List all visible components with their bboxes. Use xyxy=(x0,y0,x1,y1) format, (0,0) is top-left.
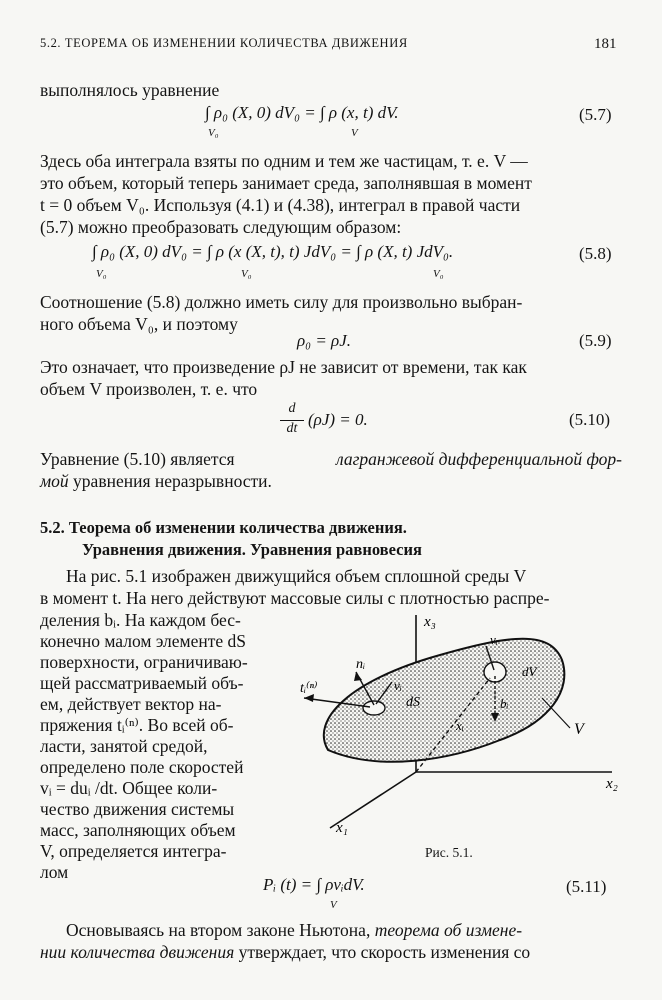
para4-text-a: Уравнение (5.10) является xyxy=(40,449,235,469)
narrow-line-9: vᵢ = duᵢ /dt. Общее коли- xyxy=(40,778,218,798)
narrow-line-10: чество движения системы xyxy=(40,799,235,819)
para1-line1: Здесь оба интеграла взяты по одним и тем же частицам, т. е. V — xyxy=(40,151,528,171)
last-line2 xyxy=(40,942,530,963)
section-title-line1: 5.2. Теорема об изменении количества движения. xyxy=(40,518,407,537)
equation-5-9: ρ₀ = ρJ. xyxy=(297,331,351,350)
label-v: V xyxy=(574,721,584,738)
label-ni: nᵢ xyxy=(356,657,366,672)
last-text-b-italic: теорема об измене- xyxy=(374,920,523,940)
last-text-c-italic: нии количества движения xyxy=(40,942,235,962)
equation-5-7: ∫ ρ₀ (X, 0) dV₀ = ∫ ρ (x, t) dV. xyxy=(205,103,399,122)
section-line1: На рис. 5.1 изображен движущийся объем сплошной среды V xyxy=(66,566,527,586)
eq-5-10-frac-numerator: d xyxy=(288,401,296,416)
para2-line2: ного объема V₀, и поэтому xyxy=(40,314,238,334)
para1-line4: (5.7) можно преобразовать следующим образом: xyxy=(40,217,402,237)
narrow-line-7: ласти, занятой средой, xyxy=(40,736,208,756)
figure-5-1 xyxy=(290,610,635,845)
equation-5-8: ∫ ρ₀ (X, 0) dV₀ = ∫ ρ (x (X, t), t) JdV₀ = ∫ ρ (X, t) JdV₀. xyxy=(92,242,454,261)
eq-5-7-number: (5.7) xyxy=(579,105,612,124)
para4-text-c-italic: мой xyxy=(40,471,69,491)
label-x1: x₁ xyxy=(336,820,348,836)
para4-text-d: уравнения неразрывности. xyxy=(73,471,272,491)
eq-5-8-limit-3: V₀ xyxy=(433,268,444,280)
eq-5-8-limit-1: V₀ xyxy=(96,268,107,280)
para4-line2 xyxy=(40,471,272,492)
narrow-line-1: деления bᵢ. На каждом бес- xyxy=(40,610,241,630)
running-title: 5.2. ТЕОРЕМА ОБ ИЗМЕНЕНИИ КОЛИЧЕСТВА ДВИЖЕНИЯ xyxy=(40,36,408,50)
para4-line1 xyxy=(40,449,622,470)
surface-element-ds xyxy=(363,701,385,715)
label-ti: tᵢ⁽ⁿ⁾ xyxy=(300,681,318,696)
eq-5-8-limit-2: V₀ xyxy=(241,268,252,280)
figure-caption: Рис. 5.1. xyxy=(425,845,473,860)
eq-5-11-limit: V xyxy=(330,899,337,911)
label-bi: bᵢ xyxy=(500,696,509,711)
section-line2: в момент t. На него действуют массовые силы с плотностью распре- xyxy=(40,588,550,608)
label-x2: x₂ xyxy=(606,776,618,792)
label-ds: dS xyxy=(406,695,420,710)
narrow-line-5: ем, действует вектор на- xyxy=(40,694,222,714)
para1-line3: t = 0 объем V₀. Используя (4.1) и (4.38), интеграл в правой части xyxy=(40,195,521,215)
para4-text-b-italic: лагранжевой дифференциальной фор- xyxy=(336,449,622,469)
section-title-line2: Уравнения движения. Уравнения равновесия xyxy=(82,540,422,559)
page-number: 181 xyxy=(594,36,617,52)
label-xi: xᵢ xyxy=(456,718,464,733)
eq-5-8-number: (5.8) xyxy=(579,244,612,263)
label-vi-left: vᵢ xyxy=(394,678,402,693)
para1-line2: это объем, который теперь занимает среда, заполнявшая в момент xyxy=(40,173,532,193)
eq-5-7-limit-1: V₀ xyxy=(208,127,219,139)
eq-5-7-limit-2: V xyxy=(351,127,358,139)
narrow-line-4: щей рассматриваемый объ- xyxy=(40,673,244,693)
label-dv: dV xyxy=(522,664,537,679)
equation-5-11: Pᵢ (t) = ∫ ρvᵢdV. xyxy=(263,875,365,894)
eq-5-11-number: (5.11) xyxy=(566,877,607,896)
last-text-d: утверждает, что скорость изменения со xyxy=(238,942,531,962)
narrow-line-11: масс, заполняющих объем xyxy=(40,820,236,840)
eq-5-10-number: (5.10) xyxy=(569,410,611,429)
normal-arrowhead xyxy=(354,672,362,681)
para3-line1: Это означает, что произведение ρJ не зависит от времени, так как xyxy=(40,357,527,377)
eq-5-10-frac-denominator: dt xyxy=(286,421,298,436)
narrow-line-2: конечно малом элементе dS xyxy=(40,631,247,651)
narrow-line-6: пряжения tᵢ⁽ⁿ⁾. Во всей об- xyxy=(40,715,234,735)
last-text-a: Основываясь на втором законе Ньютона, xyxy=(66,920,371,940)
label-x3: x₃ xyxy=(424,614,436,630)
narrow-line-8: определено поле скоростей xyxy=(40,757,244,777)
intro-line: выполнялось уравнение xyxy=(40,80,220,100)
last-line1 xyxy=(66,920,522,941)
label-vi-right: vᵢ xyxy=(490,632,498,647)
narrow-line-12: V, определяется интегра- xyxy=(40,841,227,861)
equation-5-10: (ρJ) = 0. xyxy=(308,410,368,429)
narrow-line-13: лом xyxy=(40,862,69,882)
para3-line2: объем V произволен, т. е. что xyxy=(40,379,258,399)
eq-5-9-number: (5.9) xyxy=(579,331,612,350)
para2-line1: Соотношение (5.8) должно иметь силу для произвольно выбран- xyxy=(40,292,523,312)
narrow-line-3: поверхности, ограничиваю- xyxy=(40,652,248,672)
